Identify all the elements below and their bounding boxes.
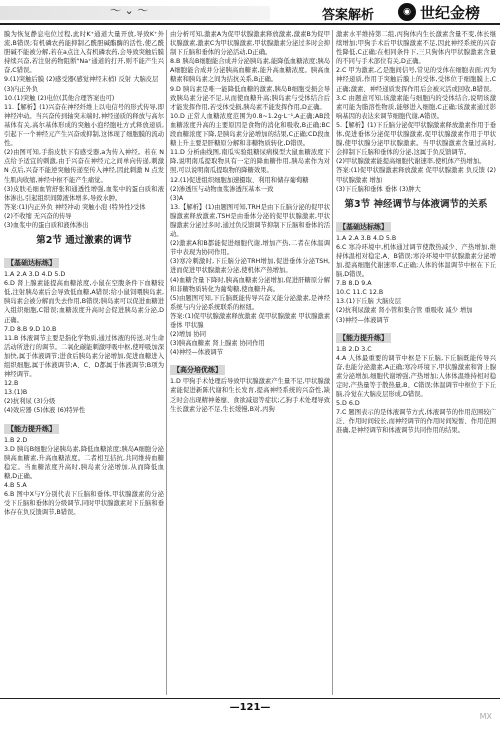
answer-paragraph: (2)甲状腺激素能提高细胞代谢速率,使机体产热增加。 <box>336 158 486 166</box>
answer-paragraph: 答案:(1)内正外负 神经冲动 突触小泡 (特异性)受体 <box>4 203 146 211</box>
answer-paragraph: (2)增加 协同 <box>170 331 207 339</box>
answer-paragraph: (3)寒冷刺激时,下丘脑分泌TRH增加,促进垂体分泌TSH,进而促进甲状腺激素分泌,使机体产热增加。 <box>170 258 330 275</box>
answer-paragraph: 9.D 胰岛素是唯一能降低血糖的激素,胰岛B细胞受损会导致胰岛素分泌不足,从而使血糖升高;胰岛素与受体结合后才能发挥作用,若受体受损,胰岛素不能发挥作用,D正确。 <box>170 85 330 111</box>
answer-paragraph: 8.B 胰岛B细胞能合成并分泌胰岛素,能降低血糖浓度;胰岛A细胞能合成并分泌胰高血糖素,能升高血糖浓度。胰高血糖素和胰岛素之间为拮抗关系,B正确。 <box>170 58 330 84</box>
header-rule <box>0 23 500 25</box>
answer-paragraph: (4)效应器 (5)体液 (6)特异性 <box>4 407 86 415</box>
page-header <box>0 0 500 28</box>
answer-paragraph: 11.B 体液调节主要是指化学物质,通过体液的传送,对生命活动所进行的调节。二氧化碳能刺激呼吸中枢,使呼吸加深加快,属于体液调节;进食后胰岛素分泌增加,促进血糖进入组织细胞,属于体液调节;A、C、D都属于体液调节;B项为神经调节。 <box>4 334 164 379</box>
answer-paragraph: 4.A 人体最重要的调节中枢是下丘脑,下丘脑既能传导兴奋,也能分泌激素,A正确;寒冷环境下,甲状腺激素和肾上腺素分泌增加,细胞代谢增强,产热增加;人体体温维持相对稳定时,产热量等于散热量,B、C错误;体温调节中枢位于下丘脑,冷觉在大脑皮层形成,D错误。 <box>336 354 496 399</box>
answer-paragraph: 10.C 11.C 12.B <box>336 289 384 297</box>
section-title: 第3节 神经调节与体液调节的关系 <box>344 198 488 210</box>
answer-paragraph: 5.【解析】(1)下丘脑分泌促甲状腺激素释放激素作用于垂体,促进垂体分泌促甲状腺激素,促甲状腺激素作用于甲状腺,使甲状腺分泌甲状腺激素。当甲状腺激素含量过高时,会抑制下丘脑和垂体的分泌,这属于负反馈调节。 <box>336 121 496 157</box>
answer-paragraph: 1.B 2.D 3.C <box>336 345 372 353</box>
answer-paragraph: (3)皮肤毛细血管舒张和通透性增强,血浆中的蛋白质和液体渗出,引起组织间隙液体增多,导致水肿。 <box>4 185 164 202</box>
header-title: 答案解析 <box>322 8 375 23</box>
brand-name: 世纪金榜 <box>420 4 481 22</box>
answer-paragraph: 9.(1)突触后膜 (2)感受器(感觉神经末梢) 反射 大脑皮层 <box>4 76 159 84</box>
practice-level-tag: 【基础达标练】 <box>4 258 59 268</box>
practice-level-tag: 【能力提升练】 <box>336 333 391 343</box>
answer-paragraph: 1.D 甲狗手术处理后导致甲状腺激素产生量不足,甲状腺激素能促进新陈代谢和生长发育,提高神经系统的兴奋性,缺乏时会出现精神萎靡、食欲减退等症状;乙狗手术处理导致生长激素分泌不足,生长缓慢,B对,丙狗 <box>170 378 330 413</box>
answer-paragraph: 答案:(1)促甲状腺激素释放激素 促甲状腺激素 甲状腺激素 垂体 甲状腺 <box>170 312 330 329</box>
answer-paragraph: (3)A <box>170 194 184 202</box>
section-title: 第2节 通过激素的调节 <box>36 235 132 247</box>
answer-column-right <box>336 30 496 690</box>
answer-paragraph: 10.D 正常人血糖浓度范围为0.8~1.2g·L⁻¹,A正确;AB段血糖浓度升高的主要原因是食物的消化和吸收,B正确;BC段血糖浓度下降,是胰岛素分泌增加的结果,C正确;CD段血糖上升主要是肝糖原分解和非糖物质转化,D错误。 <box>170 112 330 148</box>
answer-paragraph: (2)抗利尿 (3)分级 <box>4 398 56 406</box>
answer-paragraph: (2)激素A和B都能促进细胞代谢,增加产热,二者在体温调节中表现为协同作用。 <box>170 240 330 257</box>
practice-level-tag: 【能力提升练】 <box>4 424 59 434</box>
column-divider <box>332 30 333 695</box>
answer-paragraph: (3)神经—体液调节 <box>336 316 389 324</box>
answer-paragraph: 1.B 2.D <box>4 436 28 444</box>
answer-paragraph: 6.D 肾上腺素能提高血糖浓度,小鼠在空腹条件下血糖较低,注射胰岛素后会导致低血糖,A错误;给小鼠饲喂胰岛素,胰岛素会被分解而失去作用,B错误;胰岛素可以促进血糖进入组织细胞,C错误;血糖浓度升高时会促进胰岛素分泌,D正确。 <box>4 280 164 324</box>
answer-paragraph: 13.(1)下丘脑 大脑皮层 <box>336 298 402 306</box>
answer-paragraph: 1.A 2.A 3.D 4.D 5.D <box>4 271 66 279</box>
answer-paragraph: (3)胰高血糖素 肾上腺素 协同作用 <box>170 340 265 348</box>
footer-rule <box>0 698 500 699</box>
answer-paragraph: 1.A 2.A 3.B 4.D 5.B <box>336 234 397 242</box>
answer-paragraph: 激素水平维持第二组,丙狗体内生长激素含量不变,体长继续增加;甲狗手术后甲状腺激素不足,因此神经系统的兴奋性降低,C正确;在相同条件下,三只狗体内甲状腺激素含量的不同与手术部位有关,D正确。 <box>336 31 496 66</box>
practice-level-tag: 【高分培优练】 <box>170 365 225 375</box>
answer-paragraph: 13.【解析】(1)由题图可知,TRH是由下丘脑分泌的促甲状腺激素释放激素,TSH是由垂体分泌的促甲状腺激素,甲状腺激素分泌过多时,通过负反馈调节抑制下丘脑和垂体的活动。 <box>170 203 330 239</box>
answer-paragraph: (5)由题图可知,下丘脑既能传导兴奋又能分泌激素,是神经系统与内分泌系统联系的枢纽。 <box>170 294 330 311</box>
answer-paragraph: 7.C 题图表示的是体液调节方式,体液调节的作用范围较广泛、作用时间较长,而神经调节的作用时间短暂、作用范围准确,是神经调节和体液调节共同作用的结果。 <box>336 409 496 435</box>
column-divider <box>166 30 167 695</box>
answer-paragraph: 11.【解析】(1)兴奋在神经纤维上以电信号的形式传导,即神经冲动。当兴奋传到轴突末端时,神经递质的释放与高尔基体有关,高尔基体形成的突触小泡经胞吐方式释放递质,引起下一个神经元产生兴奋或抑制,这体现了细胞膜的流动性。 <box>4 103 164 148</box>
answer-paragraph: (2)不收缩 无兴奋的传导 <box>4 212 72 220</box>
answer-paragraph: (4)血糖含量下降时,胰高血糖素分泌增加,促进肝糖原分解和非糖物质转化为葡萄糖,使血糖升高。 <box>170 276 330 293</box>
answer-paragraph: 6.C 寒冷环境中,机体通过调节使散热减少、产热增加,维持体温相对稳定,A、B错误;寒冷环境中甲状腺激素分泌增加,提高细胞代谢速率,C正确;人体的体温调节中枢在下丘脑,D错误。 <box>336 243 496 279</box>
answer-paragraph: 5.D 6.D <box>336 400 360 408</box>
answer-paragraph: (3)下丘脑和垂体 垂体 (3)肿大 <box>336 185 421 193</box>
answer-paragraph: 6.B 图中X与Y分别代表下丘脑和垂体,甲状腺激素的分泌受下丘脑和垂体的分级调节,同时甲状腺激素对下丘脑和垂体存在负反馈调节,B错误。 <box>4 491 164 517</box>
answer-paragraph: 由分析可知,激素A为促甲状腺激素释放激素,激素B为促甲状腺激素,激素C为甲状腺激素,甲状腺激素分泌过多时会抑制下丘脑和垂体的分泌活动,D正确。 <box>170 31 330 57</box>
answer-paragraph: (3)血浆中的蛋白质和液体渗出 <box>4 221 89 229</box>
answer-paragraph: 12.(1)促进组织细胞加速摄取、利用和储存葡萄糖 <box>170 176 309 184</box>
answer-paragraph: 7.D 8.B 9.D 10.B <box>4 325 57 333</box>
answer-paragraph: 3.C 由题意可知,该激素能与细胞内的受体结合,说明该激素可能为脂溶性物质,能够进入细胞,C正确;该激素通过影响基因的表达来调节细胞代谢,A错误。 <box>336 94 496 120</box>
answer-paragraph: 2.C 甲为激素,乙是胞间信号,常见的受体在细胞表面;丙为神经递质,作用于突触后膜上的受体,受体位于细胞膜上,C正确;激素、神经递质发挥作用后会被灭活或回收,B错误。 <box>336 67 496 93</box>
page-number: —121— <box>229 702 271 713</box>
answer-paragraph: 答案:(1)促甲状腺激素释放激素 促甲状腺激素 负反馈 (2)甲状腺激素 增加 <box>336 167 496 184</box>
birds-decoration-icon: 〜 ⌄ 〜 <box>110 4 149 17</box>
watermark: MX <box>479 712 492 721</box>
answer-paragraph: (2)由图可知,手指皮肤下有感受器,a为传入神经。若在 N 点给予适宜的刺激,由于兴奋在神经元之间单向传递,刺激 N 点后,兴奋不能逆突触传递至传入神经,因此刺激 N 点发生肌肉收缩,神经中枢不能产生痛觉。 <box>4 149 164 184</box>
answer-paragraph: 10.(1)突触 (2)电位(其他合理答案也可) <box>4 94 115 102</box>
answer-paragraph: 膜为恢复静息电位过程,此时K⁺通道大量开放,导致K⁺外流,B错误;有机磷农药能抑制乙酰胆碱酯酶的活性,使乙酰胆碱不能被分解,若在a点注入有机磷农药,会导致突触后膜持续兴奋,若注射药物阻断"Na⁺通道的打开,则不能产生兴奋,C错误。 <box>4 31 164 75</box>
answer-paragraph: 7.B 8.D 9.A <box>336 280 372 288</box>
answer-paragraph: (2)抗利尿激素 肾小管和集合管 重吸收 减少 增加 <box>336 307 473 315</box>
answer-paragraph: 11.D 分析曲线图,南瓜实验组糖尿病模型大鼠血糖浓度下降,说明南瓜提取物具有一定的降血糖作用,胰岛素作为对照,可以说明南瓜提取物的降糖效果。 <box>170 149 330 175</box>
answer-paragraph: 13.(1)B <box>4 389 28 397</box>
practice-level-tag: 【基础达标练】 <box>336 222 391 232</box>
answer-paragraph: 12.B <box>4 380 19 388</box>
answer-column-middle <box>170 30 330 690</box>
answer-paragraph: (2)渗透压与动物血浆渗透压基本一致 <box>170 185 274 193</box>
answer-column-left <box>4 30 164 690</box>
brand-logo-icon: ◉ <box>398 3 416 21</box>
answer-paragraph: 4.B 5.A <box>4 482 27 490</box>
answer-paragraph: 3.D 胰岛B细胞分泌胰岛素,降低血糖浓度;胰岛A细胞分泌胰高血糖素,升高血糖浓度。二者相互拮抗,共同维持血糖稳定。当血糖浓度升高时,胰岛素分泌增加,从而降低血糖,D正确。 <box>4 445 164 480</box>
answer-paragraph: (4)神经—体液调节 <box>170 349 223 357</box>
answer-paragraph: (3)内正外负 <box>4 85 39 93</box>
